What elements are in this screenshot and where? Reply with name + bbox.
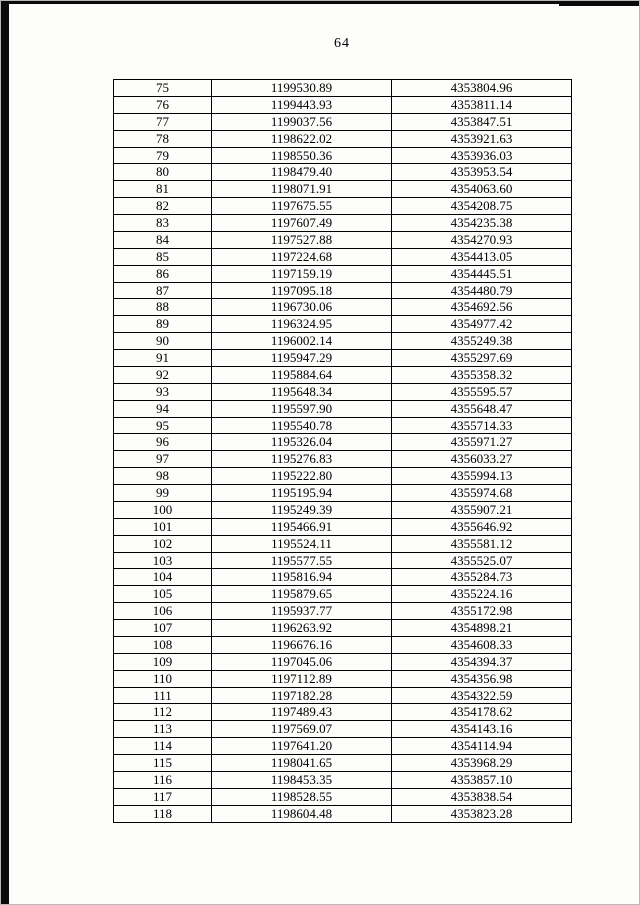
scan-artifact-left-edge	[1, 1, 9, 905]
row-index-cell: 82	[114, 198, 212, 215]
row-index-cell: 101	[114, 518, 212, 535]
northing-cell: 4354898.21	[392, 620, 572, 637]
northing-cell: 4355648.47	[392, 400, 572, 417]
row-index-cell: 113	[114, 721, 212, 738]
table-row	[114, 248, 572, 265]
northing-cell: 4354063.60	[392, 181, 572, 198]
table-row	[114, 468, 572, 485]
northing-cell: 4355358.32	[392, 366, 572, 383]
table-row	[114, 366, 572, 383]
table-row	[114, 603, 572, 620]
row-index-cell: 89	[114, 316, 212, 333]
row-index-cell: 112	[114, 704, 212, 721]
row-index-cell: 117	[114, 788, 212, 805]
table-row	[114, 586, 572, 603]
coordinate-table-body	[114, 80, 572, 823]
easting-cell: 1195222.80	[212, 468, 392, 485]
table-row	[114, 350, 572, 367]
row-index-cell: 107	[114, 620, 212, 637]
northing-cell: 4354394.37	[392, 653, 572, 670]
easting-cell: 1197112.89	[212, 670, 392, 687]
row-index-cell: 95	[114, 417, 212, 434]
easting-cell: 1198604.48	[212, 805, 392, 822]
table-row	[114, 333, 572, 350]
row-index-cell: 115	[114, 755, 212, 772]
easting-cell: 1198479.40	[212, 164, 392, 181]
easting-cell: 1196002.14	[212, 333, 392, 350]
row-index-cell: 86	[114, 265, 212, 282]
row-index-cell: 108	[114, 636, 212, 653]
easting-cell: 1195540.78	[212, 417, 392, 434]
easting-cell: 1197182.28	[212, 687, 392, 704]
northing-cell: 4355249.38	[392, 333, 572, 350]
northing-cell: 4355907.21	[392, 501, 572, 518]
easting-cell: 1195879.65	[212, 586, 392, 603]
table-row	[114, 704, 572, 721]
northing-cell: 4354445.51	[392, 265, 572, 282]
table-row	[114, 130, 572, 147]
northing-cell: 4354480.79	[392, 282, 572, 299]
scan-artifact-top-right-edge	[559, 1, 639, 6]
northing-cell: 4353921.63	[392, 130, 572, 147]
northing-cell: 4353804.96	[392, 80, 572, 97]
row-index-cell: 85	[114, 248, 212, 265]
northing-cell: 4354692.56	[392, 299, 572, 316]
easting-cell: 1195326.04	[212, 434, 392, 451]
table-row	[114, 80, 572, 97]
row-index-cell: 76	[114, 96, 212, 113]
row-index-cell: 104	[114, 569, 212, 586]
easting-cell: 1195648.34	[212, 383, 392, 400]
easting-cell: 1197641.20	[212, 738, 392, 755]
table-row	[114, 265, 572, 282]
table-row	[114, 738, 572, 755]
row-index-cell: 83	[114, 215, 212, 232]
table-row	[114, 636, 572, 653]
northing-cell: 4355595.57	[392, 383, 572, 400]
northing-cell: 4354114.94	[392, 738, 572, 755]
northing-cell: 4354143.16	[392, 721, 572, 738]
easting-cell: 1198550.36	[212, 147, 392, 164]
table-row	[114, 434, 572, 451]
row-index-cell: 110	[114, 670, 212, 687]
northing-cell: 4354235.38	[392, 215, 572, 232]
table-row	[114, 96, 572, 113]
northing-cell: 4353953.54	[392, 164, 572, 181]
easting-cell: 1198071.91	[212, 181, 392, 198]
northing-cell: 4355714.33	[392, 417, 572, 434]
row-index-cell: 100	[114, 501, 212, 518]
page-number: 64	[334, 36, 350, 51]
northing-cell: 4353811.14	[392, 96, 572, 113]
northing-cell: 4353968.29	[392, 755, 572, 772]
easting-cell: 1195195.94	[212, 485, 392, 502]
easting-cell: 1195884.64	[212, 366, 392, 383]
row-index-cell: 102	[114, 535, 212, 552]
row-index-cell: 91	[114, 350, 212, 367]
table-row	[114, 771, 572, 788]
row-index-cell: 114	[114, 738, 212, 755]
northing-cell: 4355971.27	[392, 434, 572, 451]
easting-cell: 1197489.43	[212, 704, 392, 721]
row-index-cell: 75	[114, 80, 212, 97]
table-row	[114, 501, 572, 518]
table-row	[114, 535, 572, 552]
easting-cell: 1198528.55	[212, 788, 392, 805]
coordinate-table	[113, 79, 572, 823]
northing-cell: 4355525.07	[392, 552, 572, 569]
row-index-cell: 93	[114, 383, 212, 400]
row-index-cell: 109	[114, 653, 212, 670]
row-index-cell: 118	[114, 805, 212, 822]
northing-cell: 4353936.03	[392, 147, 572, 164]
easting-cell: 1195276.83	[212, 451, 392, 468]
northing-cell: 4354977.42	[392, 316, 572, 333]
table-row	[114, 316, 572, 333]
easting-cell: 1197159.19	[212, 265, 392, 282]
easting-cell: 1197675.55	[212, 198, 392, 215]
table-row	[114, 231, 572, 248]
northing-cell: 4355297.69	[392, 350, 572, 367]
northing-cell: 4354608.33	[392, 636, 572, 653]
table-row	[114, 485, 572, 502]
northing-cell: 4354413.05	[392, 248, 572, 265]
table-row	[114, 299, 572, 316]
northing-cell: 4355581.12	[392, 535, 572, 552]
row-index-cell: 103	[114, 552, 212, 569]
table-row	[114, 215, 572, 232]
northing-cell: 4353838.54	[392, 788, 572, 805]
easting-cell: 1195577.55	[212, 552, 392, 569]
row-index-cell: 88	[114, 299, 212, 316]
row-index-cell: 80	[114, 164, 212, 181]
table-row	[114, 653, 572, 670]
table-row	[114, 721, 572, 738]
row-index-cell: 96	[114, 434, 212, 451]
northing-cell: 4355284.73	[392, 569, 572, 586]
northing-cell: 4355224.16	[392, 586, 572, 603]
northing-cell: 4354208.75	[392, 198, 572, 215]
table-row	[114, 805, 572, 822]
table-row	[114, 181, 572, 198]
easting-cell: 1195597.90	[212, 400, 392, 417]
table-row	[114, 383, 572, 400]
table-row	[114, 417, 572, 434]
row-index-cell: 94	[114, 400, 212, 417]
easting-cell: 1196676.16	[212, 636, 392, 653]
easting-cell: 1195816.94	[212, 569, 392, 586]
table-row	[114, 569, 572, 586]
easting-cell: 1197095.18	[212, 282, 392, 299]
row-index-cell: 79	[114, 147, 212, 164]
table-row	[114, 788, 572, 805]
easting-cell: 1197527.88	[212, 231, 392, 248]
row-index-cell: 90	[114, 333, 212, 350]
easting-cell: 1198622.02	[212, 130, 392, 147]
row-index-cell: 97	[114, 451, 212, 468]
easting-cell: 1198453.35	[212, 771, 392, 788]
table-row	[114, 451, 572, 468]
row-index-cell: 116	[114, 771, 212, 788]
easting-cell: 1196730.06	[212, 299, 392, 316]
row-index-cell: 105	[114, 586, 212, 603]
row-index-cell: 106	[114, 603, 212, 620]
row-index-cell: 81	[114, 181, 212, 198]
easting-cell: 1195947.29	[212, 350, 392, 367]
northing-cell: 4355172.98	[392, 603, 572, 620]
northing-cell: 4354322.59	[392, 687, 572, 704]
row-index-cell: 84	[114, 231, 212, 248]
easting-cell: 1199530.89	[212, 80, 392, 97]
table-row	[114, 400, 572, 417]
row-index-cell: 87	[114, 282, 212, 299]
table-row	[114, 164, 572, 181]
scan-artifact-top-edge	[1, 1, 640, 4]
table-row	[114, 620, 572, 637]
table-row	[114, 198, 572, 215]
table-row	[114, 552, 572, 569]
row-index-cell: 77	[114, 113, 212, 130]
easting-cell: 1199037.56	[212, 113, 392, 130]
easting-cell: 1197045.06	[212, 653, 392, 670]
easting-cell: 1197224.68	[212, 248, 392, 265]
easting-cell: 1197569.07	[212, 721, 392, 738]
easting-cell: 1195249.39	[212, 501, 392, 518]
northing-cell: 4355646.92	[392, 518, 572, 535]
northing-cell: 4355994.13	[392, 468, 572, 485]
table-row	[114, 687, 572, 704]
row-index-cell: 98	[114, 468, 212, 485]
easting-cell: 1198041.65	[212, 755, 392, 772]
easting-cell: 1195524.11	[212, 535, 392, 552]
table-row	[114, 670, 572, 687]
easting-cell: 1195466.91	[212, 518, 392, 535]
northing-cell: 4355974.68	[392, 485, 572, 502]
row-index-cell: 99	[114, 485, 212, 502]
northing-cell: 4353857.10	[392, 771, 572, 788]
table-row	[114, 518, 572, 535]
easting-cell: 1197607.49	[212, 215, 392, 232]
table-row	[114, 113, 572, 130]
table-row	[114, 147, 572, 164]
row-index-cell: 111	[114, 687, 212, 704]
row-index-cell: 78	[114, 130, 212, 147]
easting-cell: 1199443.93	[212, 96, 392, 113]
row-index-cell: 92	[114, 366, 212, 383]
northing-cell: 4354270.93	[392, 231, 572, 248]
table-row	[114, 282, 572, 299]
northing-cell: 4356033.27	[392, 451, 572, 468]
table-row	[114, 755, 572, 772]
northing-cell: 4354178.62	[392, 704, 572, 721]
northing-cell: 4353823.28	[392, 805, 572, 822]
northing-cell: 4353847.51	[392, 113, 572, 130]
easting-cell: 1196324.95	[212, 316, 392, 333]
easting-cell: 1195937.77	[212, 603, 392, 620]
easting-cell: 1196263.92	[212, 620, 392, 637]
northing-cell: 4354356.98	[392, 670, 572, 687]
